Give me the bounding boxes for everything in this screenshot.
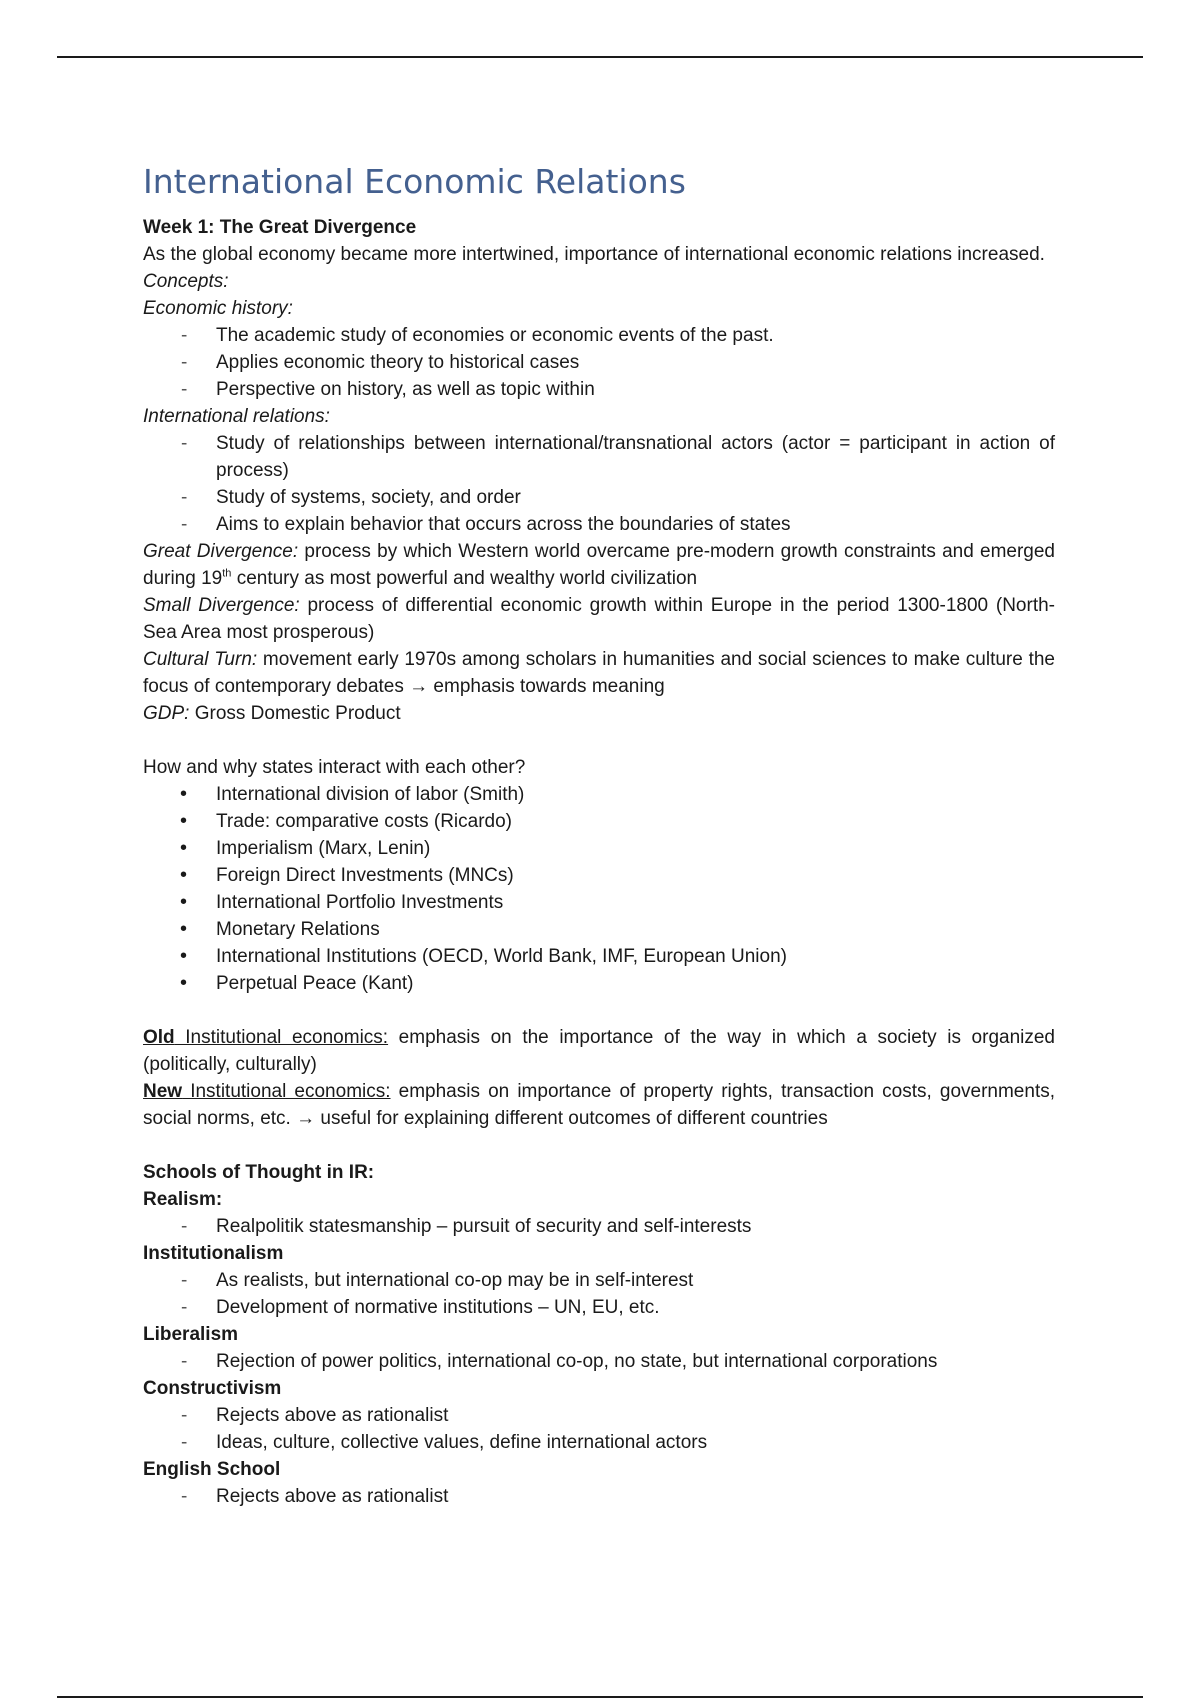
- gdp-definition: [143, 700, 1055, 727]
- list-item: - Development of normative institutions – UN, EU, etc.: [143, 1294, 1055, 1321]
- old-institutional-economics: [143, 1024, 1055, 1078]
- school-liberalism: Liberalism: [143, 1324, 239, 1345]
- definition-text: emphasis on importance of property rights, transaction costs, governments, social norms, etc. → useful for explaining different outcomes of different countries: [143, 1081, 1055, 1129]
- definition-text: Gross Domestic Product: [189, 703, 401, 724]
- schools-heading: Schools of Thought in IR:: [143, 1162, 375, 1183]
- spacer: [143, 727, 1055, 754]
- definition-term: Great Divergence:: [143, 541, 299, 562]
- list-item: - Aims to explain behavior that occurs across the boundaries of states: [143, 511, 1055, 538]
- definition-text: process by which Western world overcame pre-modern growth constraints and emerged during 19: [143, 541, 1056, 589]
- english-school-list: [143, 1483, 1055, 1510]
- definition-term: New Institutional economics:: [143, 1081, 391, 1102]
- superscript: th: [222, 567, 232, 580]
- list-item: - Applies economic theory to historical cases: [143, 349, 1055, 376]
- footer-rule: [57, 1696, 1143, 1698]
- school-english: English School: [143, 1459, 281, 1480]
- international-relations-list: [143, 430, 1055, 538]
- spacer: [143, 1132, 1055, 1159]
- list-item: - Rejection of power politics, international co-op, no state, but international corporations: [143, 1348, 1055, 1375]
- list-item: - The academic study of economies or economic events of the past.: [143, 322, 1055, 349]
- school-realism: Realism:: [143, 1189, 223, 1210]
- list-item: • Monetary Relations: [143, 916, 1055, 943]
- how-why-question: How and why states interact with each other?: [143, 757, 526, 778]
- economic-history-list: [143, 322, 1055, 403]
- list-item: • International Portfolio Investments: [143, 889, 1055, 916]
- definition-term: Cultural Turn:: [143, 649, 258, 670]
- document-page: [143, 160, 1055, 1510]
- list-item: - Study of relationships between international/transnational actors (actor = participant in action of process): [143, 430, 1055, 484]
- international-relations-label: International relations:: [143, 406, 330, 427]
- cultural-turn-definition: [143, 646, 1055, 700]
- header-rule: [57, 56, 1143, 58]
- school-constructivism: Constructivism: [143, 1378, 282, 1399]
- list-item: - As realists, but international co-op may be in self-interest: [143, 1267, 1055, 1294]
- economic-history-label: Economic history:: [143, 298, 293, 319]
- great-divergence-definition: [143, 538, 1055, 592]
- school-institutionalism: Institutionalism: [143, 1243, 284, 1264]
- definition-text: emphasis on the importance of the way in which a society is organized (politically, culturally): [143, 1027, 1055, 1075]
- list-item: • Foreign Direct Investments (MNCs): [143, 862, 1055, 889]
- spacer: [143, 997, 1055, 1024]
- intro-paragraph: As the global economy became more intertwined, importance of international economic relations increased.: [143, 244, 1045, 265]
- list-item: - Rejects above as rationalist: [143, 1402, 1055, 1429]
- list-item: - Ideas, culture, collective values, define international actors: [143, 1429, 1055, 1456]
- definition-term: Small Divergence:: [143, 595, 300, 616]
- definition-term: GDP:: [143, 703, 190, 724]
- how-why-list: [143, 781, 1055, 997]
- list-item: - Study of systems, society, and order: [143, 484, 1055, 511]
- document-title: International Economic Relations: [143, 162, 686, 201]
- new-institutional-economics: [143, 1078, 1055, 1132]
- list-item: • Imperialism (Marx, Lenin): [143, 835, 1055, 862]
- week-heading: Week 1: The Great Divergence: [143, 217, 417, 238]
- realism-list: [143, 1213, 1055, 1240]
- list-item: - Realpolitik statesmanship – pursuit of security and self-interests: [143, 1213, 1055, 1240]
- list-item: • International division of labor (Smith): [143, 781, 1055, 808]
- list-item: - Perspective on history, as well as topic within: [143, 376, 1055, 403]
- liberalism-list: [143, 1348, 1055, 1375]
- list-item: • International Institutions (OECD, World Bank, IMF, European Union): [143, 943, 1055, 970]
- definition-term: Old Institutional economics:: [143, 1027, 389, 1048]
- list-item: • Perpetual Peace (Kant): [143, 970, 1055, 997]
- definition-text: century as most powerful and wealthy world civilization: [231, 568, 698, 589]
- list-item: • Trade: comparative costs (Ricardo): [143, 808, 1055, 835]
- institutionalism-list: [143, 1267, 1055, 1321]
- definition-text: movement early 1970s among scholars in humanities and social sciences to make culture the focus of contemporary debates → emphasis towards meaning: [143, 649, 1055, 697]
- definition-text: process of differential economic growth within Europe in the period 1300-1800 (North-Sea Area most prosperous): [143, 595, 1055, 643]
- constructivism-list: [143, 1402, 1055, 1456]
- list-item: - Rejects above as rationalist: [143, 1483, 1055, 1510]
- small-divergence-definition: [143, 592, 1055, 646]
- concepts-label: Concepts:: [143, 271, 229, 292]
